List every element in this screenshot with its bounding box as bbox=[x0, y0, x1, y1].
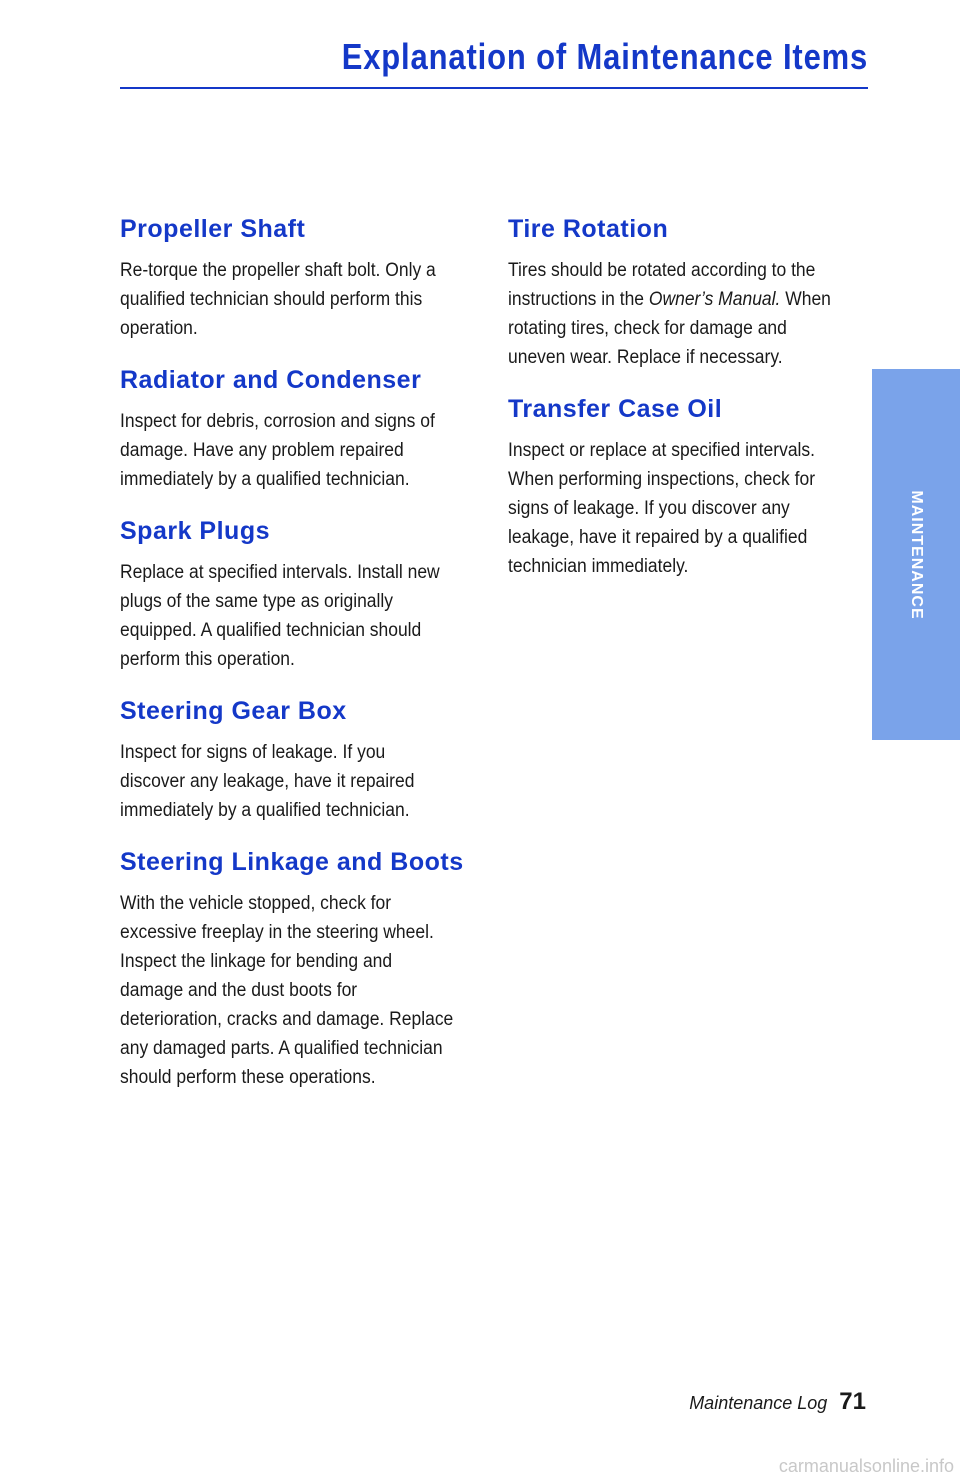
section-heading: Spark Plugs bbox=[120, 517, 270, 545]
section-heading: Steering Gear Box bbox=[120, 697, 347, 725]
section-heading: Steering Linkage and Boots bbox=[120, 848, 464, 876]
section-heading: Transfer Case Oil bbox=[508, 395, 723, 423]
maintenance-side-tab[interactable] bbox=[872, 369, 960, 740]
section-body: Inspect for signs of leakage. If you discover any leakage, have it repaired immediately by a qualified technician. bbox=[120, 742, 415, 821]
footer-label: Maintenance Log bbox=[689, 1393, 828, 1413]
section-radiator-condenser bbox=[120, 363, 480, 494]
page-footer bbox=[689, 1388, 866, 1416]
section-body: Replace at specified intervals. Install new plugs of the same type as originally equipped. A qualified technician should perform this operation. bbox=[120, 562, 440, 670]
section-body: With the vehicle stopped, check for excessive freeplay in the steering wheel. Inspect the linkage for bending and damage and the dust boots for deterioration, cracks and damage. Replace any damaged parts. A qualified technician should perform these operations. bbox=[120, 893, 454, 1088]
section-steering-gear-box bbox=[120, 694, 480, 825]
section-transfer-case-oil bbox=[508, 392, 868, 581]
side-tab-label: MAINTENANCE bbox=[908, 489, 925, 620]
section-body: Re-torque the propeller shaft bolt. Only a qualified technician should perform this operation. bbox=[120, 260, 436, 339]
section-body: Inspect for debris, corrosion and signs of damage. Have any problem repaired immediately by a qualified technician. bbox=[120, 411, 435, 490]
body-text: When rotating tires, check for damage and uneven wear. Replace if necessary. bbox=[508, 289, 831, 368]
section-heading: Tire Rotation bbox=[508, 215, 669, 243]
body-text: Tires should be rotated according to the instructions in the bbox=[508, 260, 816, 310]
right-column bbox=[508, 212, 868, 601]
section-steering-linkage-boots bbox=[120, 845, 480, 1092]
watermark: carmanualsonline.info bbox=[778, 1456, 954, 1476]
owners-manual-reference: Owner’s Manual. bbox=[648, 289, 781, 310]
title-divider bbox=[120, 87, 868, 89]
section-tire-rotation bbox=[508, 212, 868, 372]
section-body: Inspect or replace at specified intervals. When performing inspections, check for signs of leakage. If you discover any leakage, have it repaired by a qualified technician immediately. bbox=[508, 440, 816, 577]
section-heading: Propeller Shaft bbox=[120, 215, 306, 243]
section-propeller-shaft bbox=[120, 212, 480, 343]
section-body bbox=[508, 256, 867, 372]
section-spark-plugs bbox=[120, 514, 480, 674]
section-heading: Radiator and Condenser bbox=[120, 366, 422, 394]
left-column bbox=[120, 212, 480, 1112]
page-number: 71 bbox=[839, 1388, 866, 1415]
page-title: Explanation of Maintenance Items bbox=[341, 36, 868, 77]
